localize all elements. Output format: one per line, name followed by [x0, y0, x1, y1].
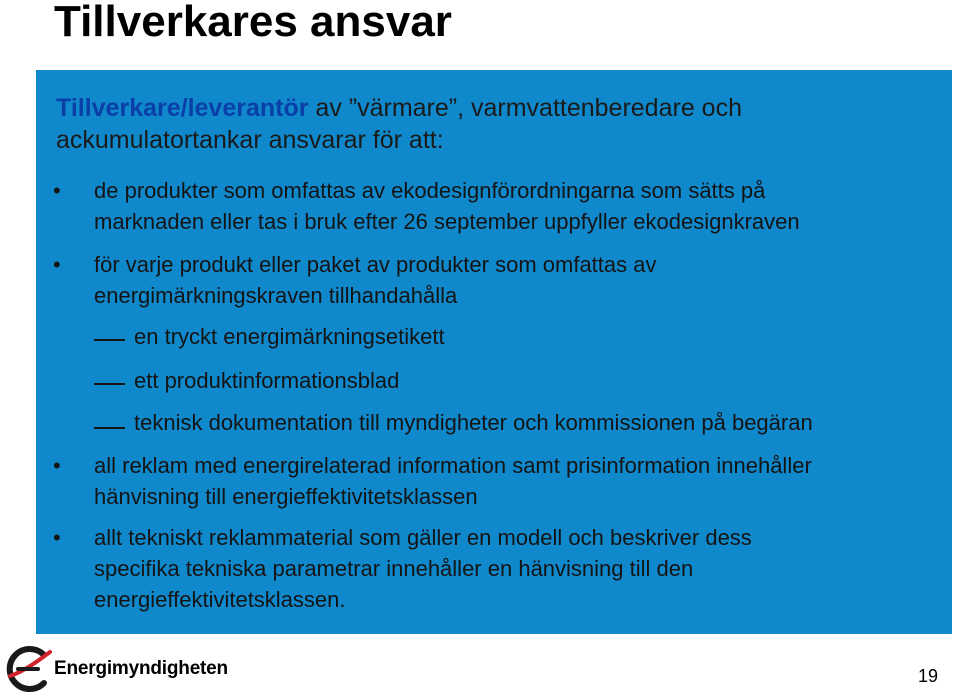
bullet-item-1	[94, 175, 934, 237]
bullet-icon: •	[53, 178, 61, 203]
slide-title: Tillverkares ansvar	[54, 0, 452, 46]
content-box	[36, 70, 952, 634]
footer-logo	[4, 646, 228, 692]
bullet-item-3	[94, 450, 934, 512]
bullet-line: de produkter som omfattas av ekodesignförordningarna som sätts på	[94, 178, 766, 203]
dash-icon	[94, 383, 125, 385]
bullet-line: energimärkningskraven tillhandahålla	[94, 283, 458, 308]
intro-text	[56, 92, 936, 156]
bullet-icon: •	[53, 525, 61, 550]
bullet-line: energieffektivitetsklassen.	[94, 587, 346, 612]
dash-icon	[94, 427, 125, 429]
dash-icon	[94, 339, 125, 341]
bullet-item-4	[94, 522, 934, 615]
bullet-line: specifika tekniska parametrar innehåller en hänvisning till den	[94, 556, 694, 581]
sub-item-1: en tryckt energimärkningsetikett	[134, 324, 445, 349]
page-number: 19	[917, 666, 938, 686]
bullet-icon: •	[53, 252, 61, 277]
bullet-line: allt tekniskt reklammaterial som gäller en modell och beskriver dess	[94, 525, 752, 550]
bullet-item-2	[94, 249, 934, 311]
intro-highlight: Tillverkare/leverantör	[56, 94, 309, 122]
energimyndigheten-logo-icon	[4, 646, 52, 692]
sub-item-3: teknisk dokumentation till myndigheter och kommissionen på begäran	[134, 410, 813, 435]
logo-text: Energimyndigheten	[54, 658, 228, 679]
bullet-line: marknaden eller tas i bruk efter 26 september uppfyller ekodesignkraven	[94, 209, 800, 234]
bullet-icon: •	[53, 453, 61, 478]
sub-item-2: ett produktinformationsblad	[134, 368, 400, 393]
bullet-line: för varje produkt eller paket av produkter som omfattas av	[94, 252, 657, 277]
bullet-line: all reklam med energirelaterad information samt prisinformation innehåller	[94, 453, 812, 478]
bullet-line: hänvisning till energieffektivitetsklassen	[94, 484, 478, 509]
intro-rest: av ”värmare”, varmvattenberedare och ackumulatortankar ansvarar för att:	[56, 94, 742, 154]
